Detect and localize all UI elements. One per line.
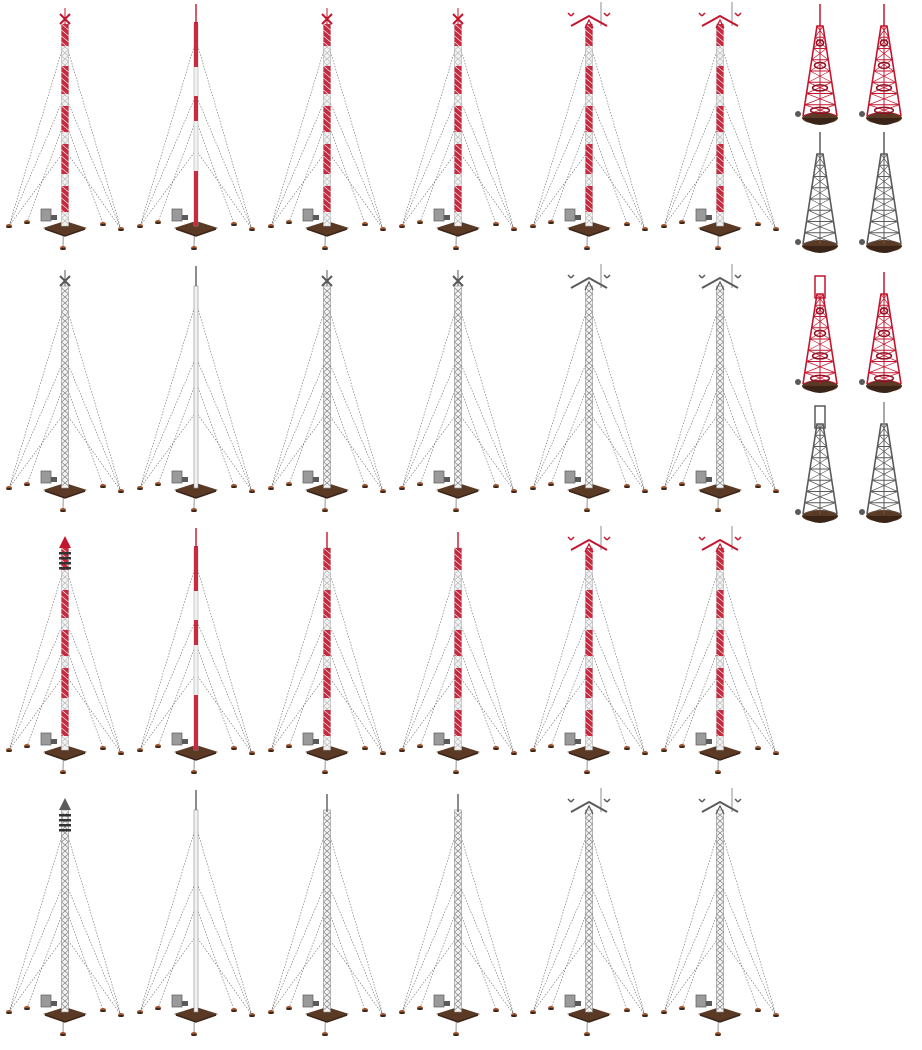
mast-shaft	[455, 548, 462, 750]
equipment-hut	[434, 995, 450, 1007]
guyed-mast-sprite	[661, 264, 779, 512]
guyed-mast-sprite	[399, 8, 517, 250]
guyed-mast-sprite	[137, 266, 255, 512]
mast-shaft	[455, 24, 462, 226]
mast-shaft	[455, 810, 462, 1012]
guyed-mast-sprite	[661, 2, 779, 250]
mast-shaft	[586, 810, 593, 1012]
tower-lattice	[803, 26, 837, 116]
guyed-mast-sprite	[661, 526, 779, 774]
lattice-tower-sprite	[795, 276, 838, 393]
tower-lattice	[803, 294, 837, 384]
lattice-tower-sprite	[795, 132, 838, 253]
mast-shaft	[324, 24, 331, 226]
mast-shaft	[62, 548, 69, 750]
guyed-mast-sprite	[399, 270, 517, 512]
equipment-hut	[696, 471, 712, 483]
equipment-hut	[172, 733, 188, 745]
equipment-hut	[696, 733, 712, 745]
mast-top	[453, 8, 463, 24]
mast-shaft	[194, 22, 198, 226]
mast-shaft	[717, 810, 724, 1012]
lattice-tower-sprite	[795, 4, 838, 125]
dish-icon	[795, 239, 801, 245]
tower-lattice	[867, 154, 901, 244]
lattice-tower-sprite	[859, 402, 902, 523]
dish-icon	[859, 111, 865, 117]
dish-icon	[859, 379, 865, 385]
mast-shaft	[586, 24, 593, 226]
guyed-mast-sprite	[530, 2, 648, 250]
mast-shaft	[324, 548, 331, 750]
guyed-mast-sprite	[399, 532, 517, 774]
dish-icon	[795, 509, 801, 515]
guyed-mast-sprite	[6, 536, 124, 774]
guyed-mast-sprite	[137, 4, 255, 250]
guyed-mast-sprite	[6, 8, 124, 250]
equipment-hut	[172, 209, 188, 221]
tower-lattice	[867, 26, 901, 116]
equipment-hut	[565, 995, 581, 1007]
guyed-mast-sprite	[530, 526, 648, 774]
equipment-hut	[434, 733, 450, 745]
mast-shaft	[62, 24, 69, 226]
mast-shaft	[717, 286, 724, 488]
tower-lattice	[867, 294, 901, 384]
mast-top	[453, 270, 463, 286]
equipment-hut	[565, 733, 581, 745]
mast-shaft	[455, 286, 462, 488]
equipment-hut	[41, 209, 57, 221]
dish-icon	[795, 379, 801, 385]
mast-shaft	[324, 810, 331, 1012]
equipment-hut	[41, 733, 57, 745]
lattice-tower-sprite	[859, 4, 902, 125]
guyed-mast-sprite	[137, 528, 255, 774]
equipment-hut	[172, 995, 188, 1007]
mast-shaft	[194, 286, 198, 488]
guyed-mast-sprite	[268, 270, 386, 512]
equipment-hut	[565, 471, 581, 483]
guyed-mast-sprite	[6, 270, 124, 512]
mast-shaft	[586, 548, 593, 750]
mast-shaft	[324, 286, 331, 488]
equipment-hut	[434, 471, 450, 483]
dish-icon	[859, 509, 865, 515]
mast-shaft	[62, 810, 69, 1012]
guyed-mast-sprite	[137, 790, 255, 1036]
equipment-hut	[303, 209, 319, 221]
mast-shaft	[194, 546, 198, 750]
equipment-hut	[41, 995, 57, 1007]
guyed-mast-sprite	[399, 794, 517, 1036]
equipment-hut	[303, 995, 319, 1007]
equipment-hut	[303, 471, 319, 483]
equipment-hut	[434, 209, 450, 221]
guyed-mast-sprite	[268, 8, 386, 250]
mast-shaft	[717, 548, 724, 750]
tower-lattice	[867, 424, 901, 514]
mast-top	[322, 8, 332, 24]
dish-icon	[859, 239, 865, 245]
mast-shaft	[194, 810, 198, 1012]
guyed-mast-sprite	[530, 788, 648, 1036]
equipment-hut	[696, 995, 712, 1007]
equipment-hut	[303, 733, 319, 745]
mast-top	[59, 536, 71, 570]
dish-icon	[795, 111, 801, 117]
tower-lattice	[803, 154, 837, 244]
tower-lattice	[803, 424, 837, 514]
equipment-hut	[172, 471, 188, 483]
mast-top	[59, 798, 71, 832]
mast-shaft	[586, 286, 593, 488]
mast-top	[60, 270, 70, 286]
guyed-mast-sprite	[530, 264, 648, 512]
equipment-hut	[696, 209, 712, 221]
guyed-mast-sprite	[268, 794, 386, 1036]
mast-top	[322, 270, 332, 286]
equipment-hut	[565, 209, 581, 221]
lattice-tower-sprite	[859, 132, 902, 253]
mast-shaft	[62, 286, 69, 488]
guyed-mast-sprite	[661, 788, 779, 1036]
guyed-mast-sprite	[6, 798, 124, 1036]
guyed-mast-sprite	[268, 532, 386, 774]
lattice-tower-sprite	[795, 406, 838, 523]
lattice-tower-sprite	[859, 272, 902, 393]
mast-top	[60, 8, 70, 24]
mast-shaft	[717, 24, 724, 226]
equipment-hut	[41, 471, 57, 483]
